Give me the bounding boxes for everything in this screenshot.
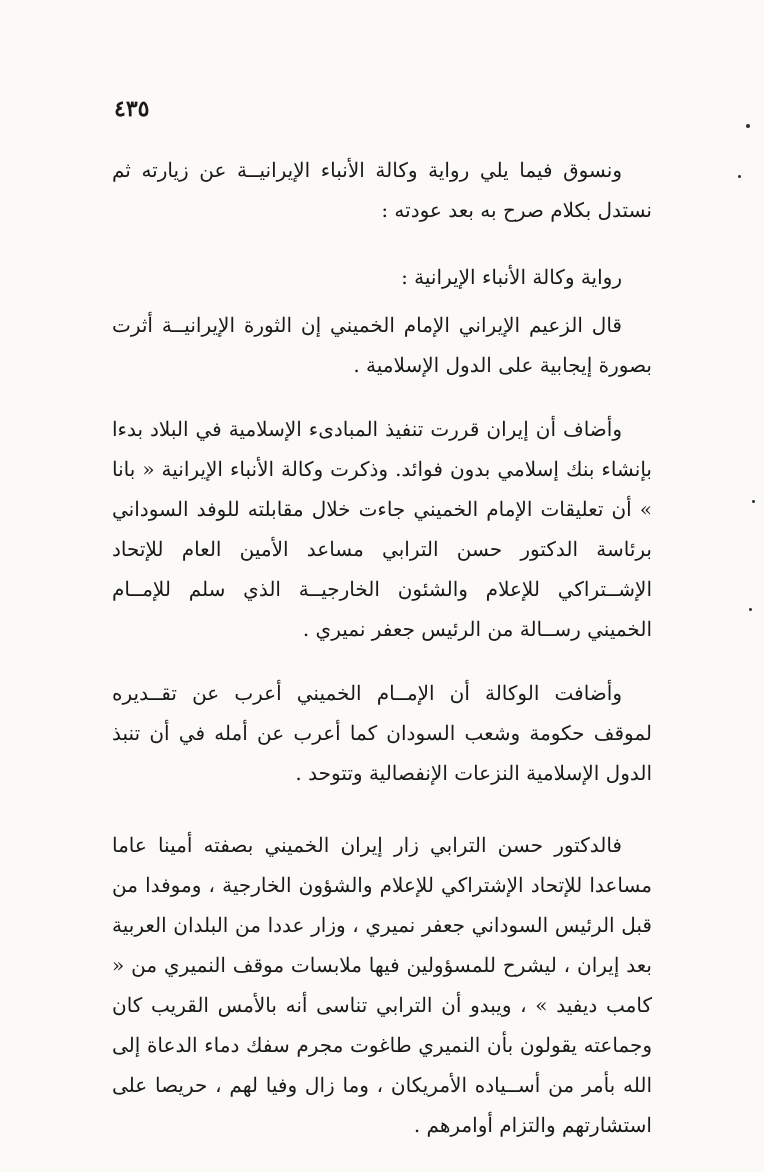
page-body — [112, 150, 652, 1172]
commentary-paragraph: فالدكتور حسن الترابي زار إيران الخميني بصفته أمينا عاما مساعدا للإتحاد الإشتراكي للإعلام والشؤون الخارجية ، وموفدا من قبل الرئيس السوداني جعفر نميري ، وزار عددا من البلدان العربية بعد إيران ، ليشرح للمسؤولين فيها ملابسات موقف النميري من « كامب ديفيد » ، ويبدو أن الترابي تناسى أنه بالأمس القريب كان وجماعته يقولون بأن النميري طاغوت مجرم سفك دماء الدعاة إلى الله بأمر من أســياده الأمريكان ، وما زال وفيا لهم ، حريصا على استشارتهم والتزام أوامرهم . — [112, 833, 652, 1137]
scan-dot-mark — [738, 175, 741, 178]
scan-dot-mark — [752, 500, 755, 503]
quote-paragraph-agency: وأضافت الوكالة أن الإمــام الخميني أعرب عن تقــديره لموقف حكومة وشعب السودان كما أعرب عن أمله في أن تنبذ الدول الإسلامية النزعات الإنفصالية وتتوحد . — [112, 681, 652, 785]
intro-paragraph: ونسوق فيما يلي رواية وكالة الأنباء الإيرانيــة عن زيارته ثم نستدل بكلام صرح به بعد عودته : — [112, 158, 652, 222]
scan-dot-mark — [746, 124, 750, 128]
subheading: رواية وكالة الأنباء الإيرانية : — [401, 265, 622, 289]
scan-dot-mark — [749, 608, 752, 611]
quote-paragraph-khomeini: قال الزعيم الإيراني الإمام الخميني إن الثورة الإيرانيــة أثرت بصورة إيجابية على الدول الإسلامية . — [112, 313, 652, 377]
page-number: ٤٣٥ — [114, 96, 150, 122]
quote-paragraph-iran-decision: وأضاف أن إيران قررت تنفيذ المبادىء الإسلامية في البلاد بدءا بإنشاء بنك إسلامي بدون فوائد. وذكرت وكالة الأنباء الإيرانية « بانا » أن تعليقات الإمام الخميني جاءت خلال مقابلته للوفد السوداني برئاسة الدكتور حسن الترابي مساعد الأمين العام للإتحاد الإشــتراكي للإعلام والشئون الخارجيــة الذي سلم للإمــام الخميني رســالة من الرئيس جعفر نميري . — [112, 417, 652, 641]
